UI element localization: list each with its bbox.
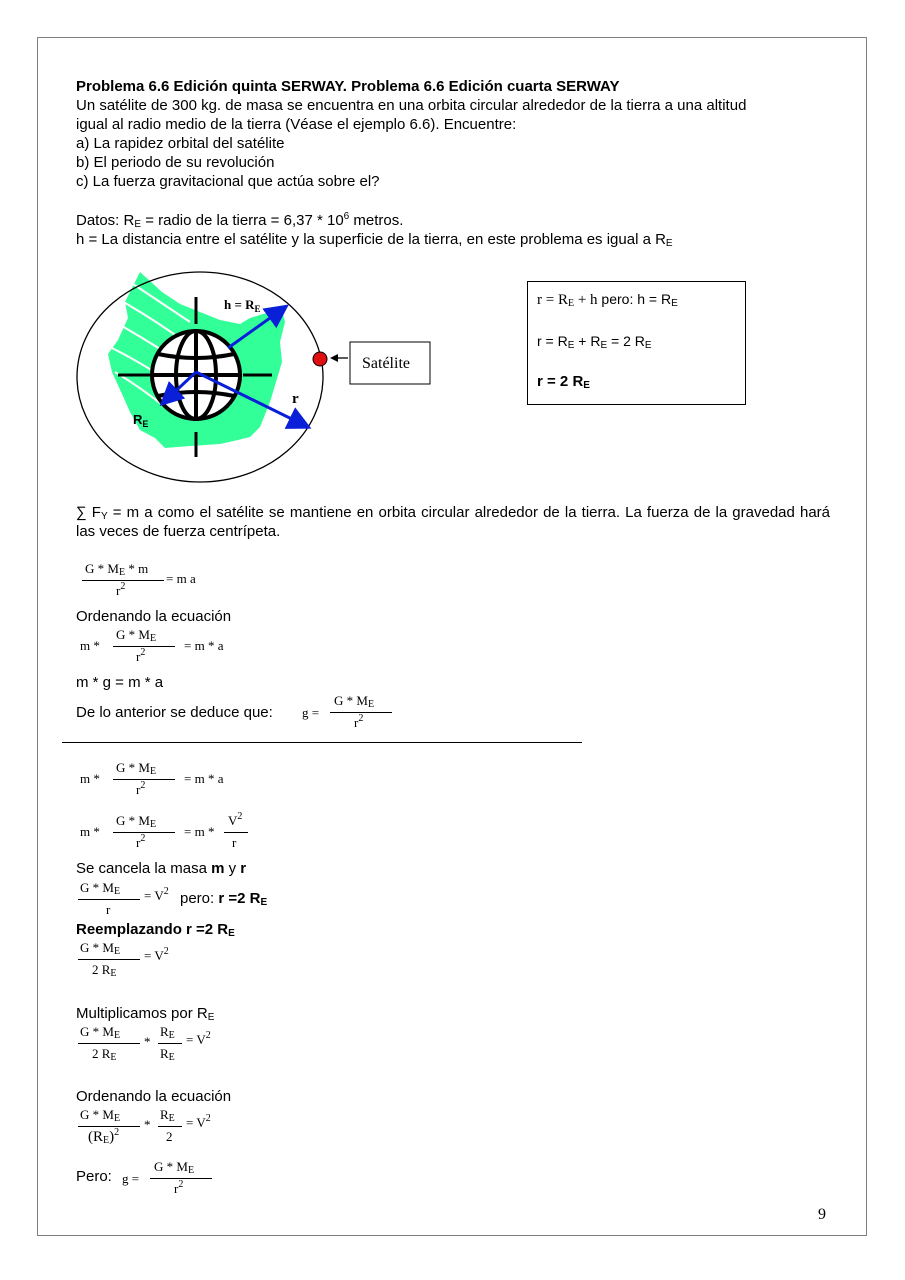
ordenando-1: Ordenando la ecuación: [76, 608, 232, 625]
cancel-text: Se cancela la masa m y r: [76, 860, 247, 877]
satellite-label: Satélite: [362, 355, 410, 372]
re-label: $R_E$: [133, 412, 149, 429]
statement-line-2: igual al radio medio de la tierra (Véase el ejemplo 6.6). Encuentre:: [76, 116, 517, 133]
eq-g-final: g = G * $M_E$ $r^2$: [122, 1159, 242, 1203]
reemplazando-heading: Reemplazando r =2 $R_E$: [76, 921, 235, 939]
section-divider: [62, 742, 582, 743]
h-definition: h = La distancia entre el satélite y la superficie de la tierra, en este problema es igual a $R_E$: [76, 231, 673, 249]
r-label: r: [292, 391, 299, 407]
box-line-1: $r = R_E + h$ pero: $h = R_E$: [537, 291, 678, 309]
problem-title: Problema 6.6 Edición quinta SERWAY. Problema 6.6 Edición cuarta SERWAY: [76, 78, 620, 95]
eq-newton: G * $M_E$ * m $r^2$ = m a: [80, 561, 220, 605]
deduce-text: De lo anterior se deduce que:: [76, 704, 273, 721]
datos-line: Datos: $R_E$ = radio de la tierra = $6,37 * 10^6$ metros.: [76, 211, 404, 230]
question-c: c) La fuerza gravitacional que actúa sobre el?: [76, 173, 380, 190]
eq-substituted: G * $M_E$ 2 $R_E$ = $V^2$: [80, 940, 169, 979]
question-a: a) La rapidez orbital del satélite: [76, 135, 285, 152]
eq-reordered: G * $M_E$ $(R_E)^2$ * $R_E$ 2 = $V^2$: [80, 1107, 211, 1146]
eq-v-squared: G * $M_E$ r = $V^2$ pero: r =2 $R_E$: [80, 880, 268, 917]
eq-ordered-2: m * G * $M_E$ $r^2$ = m * a: [80, 760, 224, 797]
page-number: 9: [818, 1206, 826, 1223]
mg-equation: m * g = m * a: [76, 674, 164, 691]
orbit-diagram: [70, 262, 450, 497]
eq-g-deduced: g = G * $M_E$ $r^2$: [302, 693, 422, 737]
box-line-2: $r = R_E + R_E = 2$ $R_E$: [537, 333, 652, 351]
forces-paragraph: ∑ $F_Y = m$ a como el satélite se mantiene en orbita circular alrededor de la tierra. La fuerza de la gravedad hará las veces de fuerza centrípeta.: [76, 504, 830, 540]
box-line-3: r = 2 $R_E$: [537, 373, 590, 391]
eq-ordered-1: m * G * $M_E$ $r^2$ = m * a: [80, 627, 224, 664]
statement-line-1: Un satélite de 300 kg. de masa se encuentra en una orbita circular alrededor de la tierra a una altitud: [76, 97, 747, 114]
ordenando-2: Ordenando la ecuación: [76, 1088, 232, 1105]
eq-multiplied: G * $M_E$ 2 $R_E$ * $R_E$ $R_E$ = $V^2$: [80, 1024, 211, 1063]
question-b: b) El periodo de su revolución: [76, 154, 275, 171]
multiplicamos-text: Multiplicamos por $R_E$: [76, 1005, 215, 1023]
h-label: $h = R_E$: [224, 297, 261, 314]
globe-icon: [152, 331, 240, 419]
eq-centripetal: m * G * $M_E$ $r^2$ = m * $V^2$ r: [80, 813, 280, 857]
pero-text: Pero:: [76, 1168, 112, 1185]
satellite-icon: [313, 352, 327, 366]
